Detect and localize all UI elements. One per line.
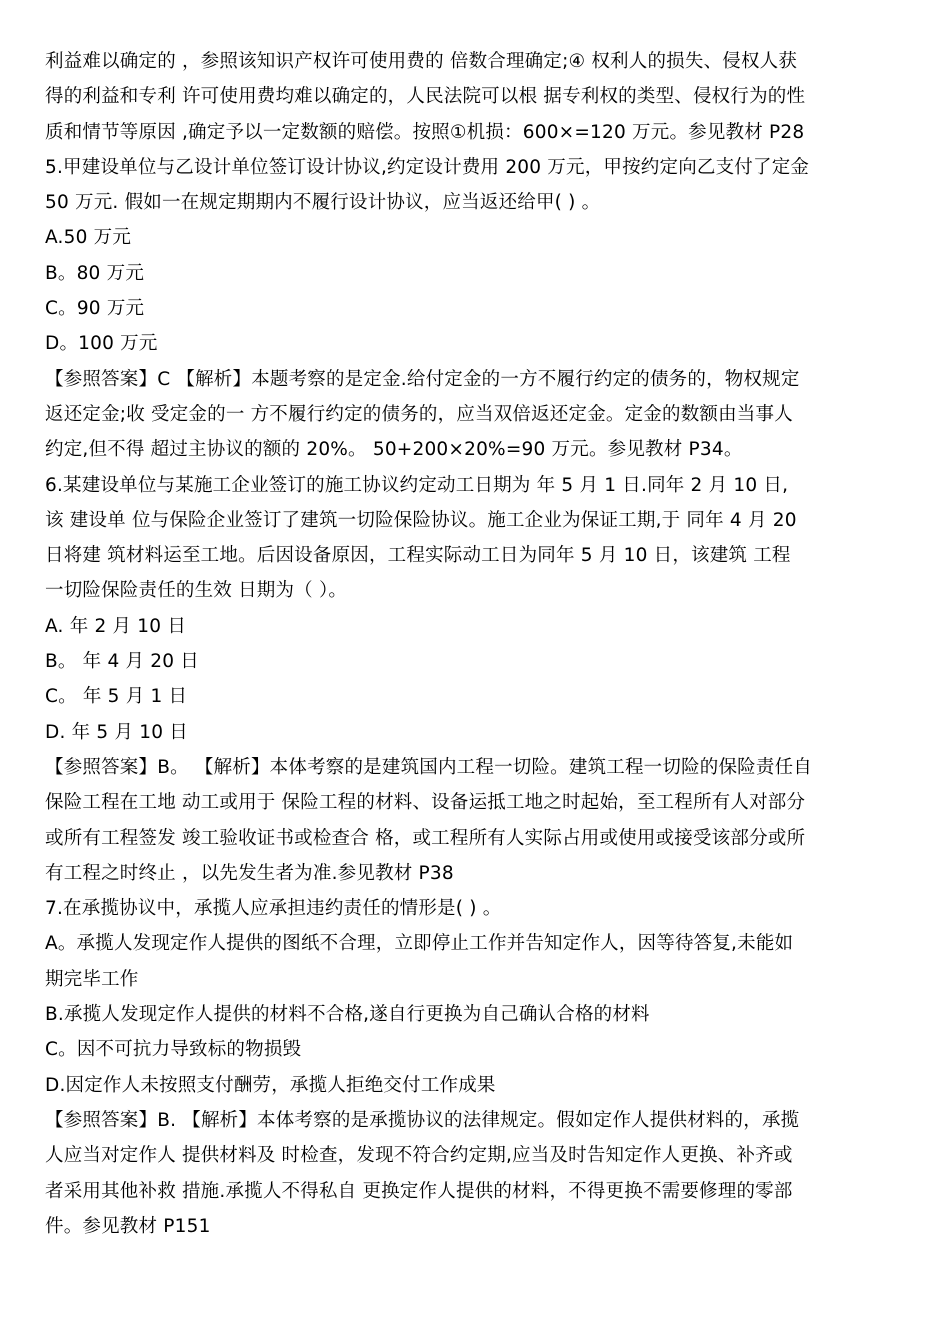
question-7-option-b: B.承揽人发现定作人提供的材料不合格,遂自行更换为自己确认合格的材料	[45, 1004, 650, 1026]
question-5-answer: 返还定金;收 受定金的一 方不履行约定的债务的，应当双倍返还定金。定金的数额由当事人	[45, 403, 793, 425]
question-6-answer: 保险工程在工地 动工或用于 保险工程的材料、设备运抵工地之时起始，至工程所有人对部分	[45, 792, 806, 814]
question-6-stem: 日将建 筑材料运至工地。后因设备原因，工程实际动工日为同年 5 月 10 日，该建筑 工程	[45, 545, 791, 567]
question-7-option-a: A。承揽人发现定作人提供的图纸不合理，立即停止工作并告知定作人，因等待答复,未能如	[45, 933, 794, 955]
question-7-option-a: 期完毕工作	[45, 968, 139, 990]
text-line: 利益难以确定的 ，参照该知识产权许可使用费的 倍数合理确定;④ 权利人的损失、侵权人获	[45, 51, 798, 72]
question-6-option-a: A. 年 2 月 10 日	[45, 615, 187, 637]
text-line: 得的利益和专利 许可使用费均难以确定的，人民法院可以根 据专利权的类型、侵权行为的性	[45, 86, 806, 108]
question-7-stem: 7.在承揽协议中，承揽人应承担违约责任的情形是( ) 。	[45, 898, 502, 920]
question-7-option-c: C。因不可抗力导致标的物损毁	[45, 1039, 302, 1061]
question-5-answer: 【参照答案】C 【解析】本题考察的是定金.给付定金的一方不履行约定的债务的，物权规定	[45, 368, 800, 390]
question-5-stem: 5.甲建设单位与乙设计单位签订设计协议,约定设计费用 200 万元，甲按约定向乙支付了定金	[45, 156, 810, 178]
question-5-answer: 约定,但不得 超过主协议的额的 20%。 50+200×20%=90 万元。参见教材 P34。	[45, 439, 743, 461]
question-5-stem: 50 万元. 假如一在规定期期内不履行设计协议，应当返还给甲( ) 。	[45, 192, 601, 214]
question-6-stem: 一切险保险责任的生效 日期为（ ）。	[45, 580, 348, 602]
question-6-stem: 6.某建设单位与某施工企业签订的施工协议约定动工日期为 年 5 月 1 日.同年 2 月 10 日,	[45, 474, 789, 496]
question-5-option-d: D。100 万元	[45, 333, 158, 355]
document-page	[45, 44, 905, 1244]
question-6-answer: 【参照答案】B。 【解析】本体考察的是建筑国内工程一切险。建筑工程一切险的保险责任自	[45, 756, 812, 778]
question-6-option-c: C。 年 5 月 1 日	[45, 686, 188, 708]
question-6-option-d: D. 年 5 月 10 日	[45, 721, 188, 743]
question-7-option-d: D.因定作人未按照支付酬劳，承揽人拒绝交付工作成果	[45, 1074, 496, 1096]
question-7-answer: 件。参见教材 P151	[45, 1215, 211, 1237]
question-7-answer: 【参照答案】B. 【解析】本体考察的是承揽协议的法律规定。假如定作人提供材料的，承揽	[45, 1109, 800, 1131]
question-6-answer: 有工程之时终止 ，以先发生者为准.参见教材 P38	[45, 862, 454, 884]
text-line: 质和情节等原因 ,确定予以一定数额的赔偿。按照①机损：600×=120 万元。参见教材 P28	[45, 121, 805, 143]
question-7-answer: 者采用其他补救 措施.承揽人不得私自 更换定作人提供的材料，不得更换不需要修理的零部	[45, 1180, 793, 1202]
question-5-option-b: B。80 万元	[45, 262, 145, 284]
question-6-option-b: B。 年 4 月 20 日	[45, 651, 200, 673]
question-5-option-c: C。90 万元	[45, 298, 145, 320]
question-6-answer: 或所有工程签发 竣工验收证书或检查合 格，或工程所有人实际占用或使用或接受该部分或所	[45, 827, 806, 849]
question-7-answer: 人应当对定作人 提供材料及 时检查，发现不符合约定期,应当及时告知定作人更换、补齐或	[45, 1145, 793, 1167]
question-6-stem: 该 建设单 位与保险企业签订了建筑一切险保险协议。施工企业为保证工期,于 同年 4 月 20	[45, 509, 797, 531]
question-5-option-a: A.50 万元	[45, 227, 132, 249]
